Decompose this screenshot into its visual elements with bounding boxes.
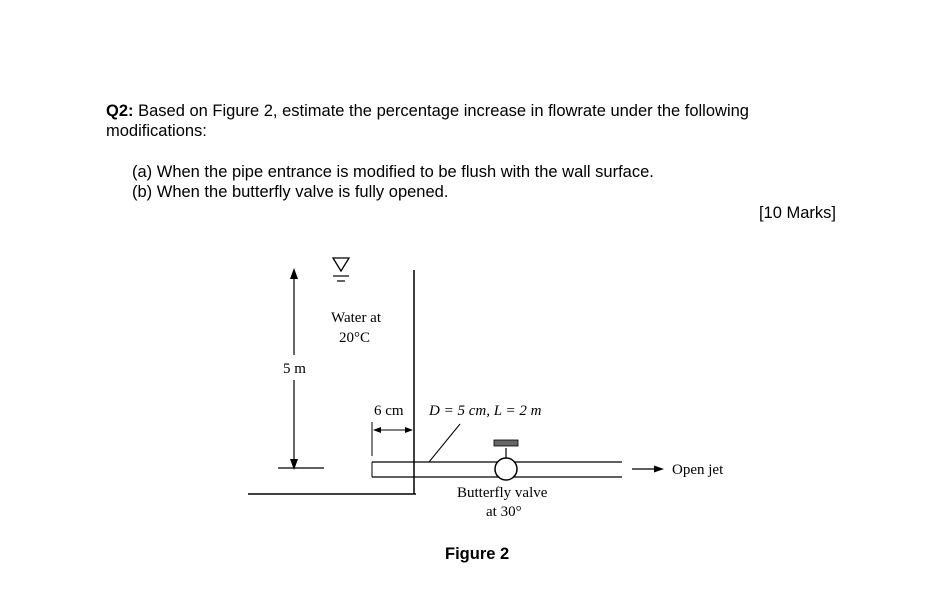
water-label-2: 20°C — [339, 330, 371, 346]
part-a: (a) When the pipe entrance is modified to be flush with the wall surface. — [132, 163, 654, 181]
outlet-label: Open jet — [672, 462, 724, 478]
part-b: (b) When the butterfly valve is fully opened. — [132, 183, 449, 201]
height-label: 5 m — [283, 361, 306, 377]
valve-label-2: at 30° — [486, 504, 522, 520]
water-label-1: Water at — [331, 310, 382, 326]
entrance-label: 6 cm — [374, 403, 404, 419]
outlet-arrow — [632, 466, 664, 473]
butterfly-valve-icon — [494, 440, 518, 480]
entrance-dimension — [372, 422, 413, 456]
figure-caption: Figure 2 — [445, 545, 510, 563]
free-surface-icon — [333, 258, 349, 281]
pipe-label: D = 5 cm, L = 2 m — [429, 403, 542, 419]
question-body: Based on Figure 2, estimate the percentage increase in flowrate under the following modifications: — [106, 102, 749, 140]
question-number: Q2: — [106, 102, 134, 120]
marks-label: [10 Marks] — [758, 204, 836, 222]
pipe-label-leader — [429, 424, 460, 462]
valve-label-1: Butterfly valve — [457, 485, 548, 501]
